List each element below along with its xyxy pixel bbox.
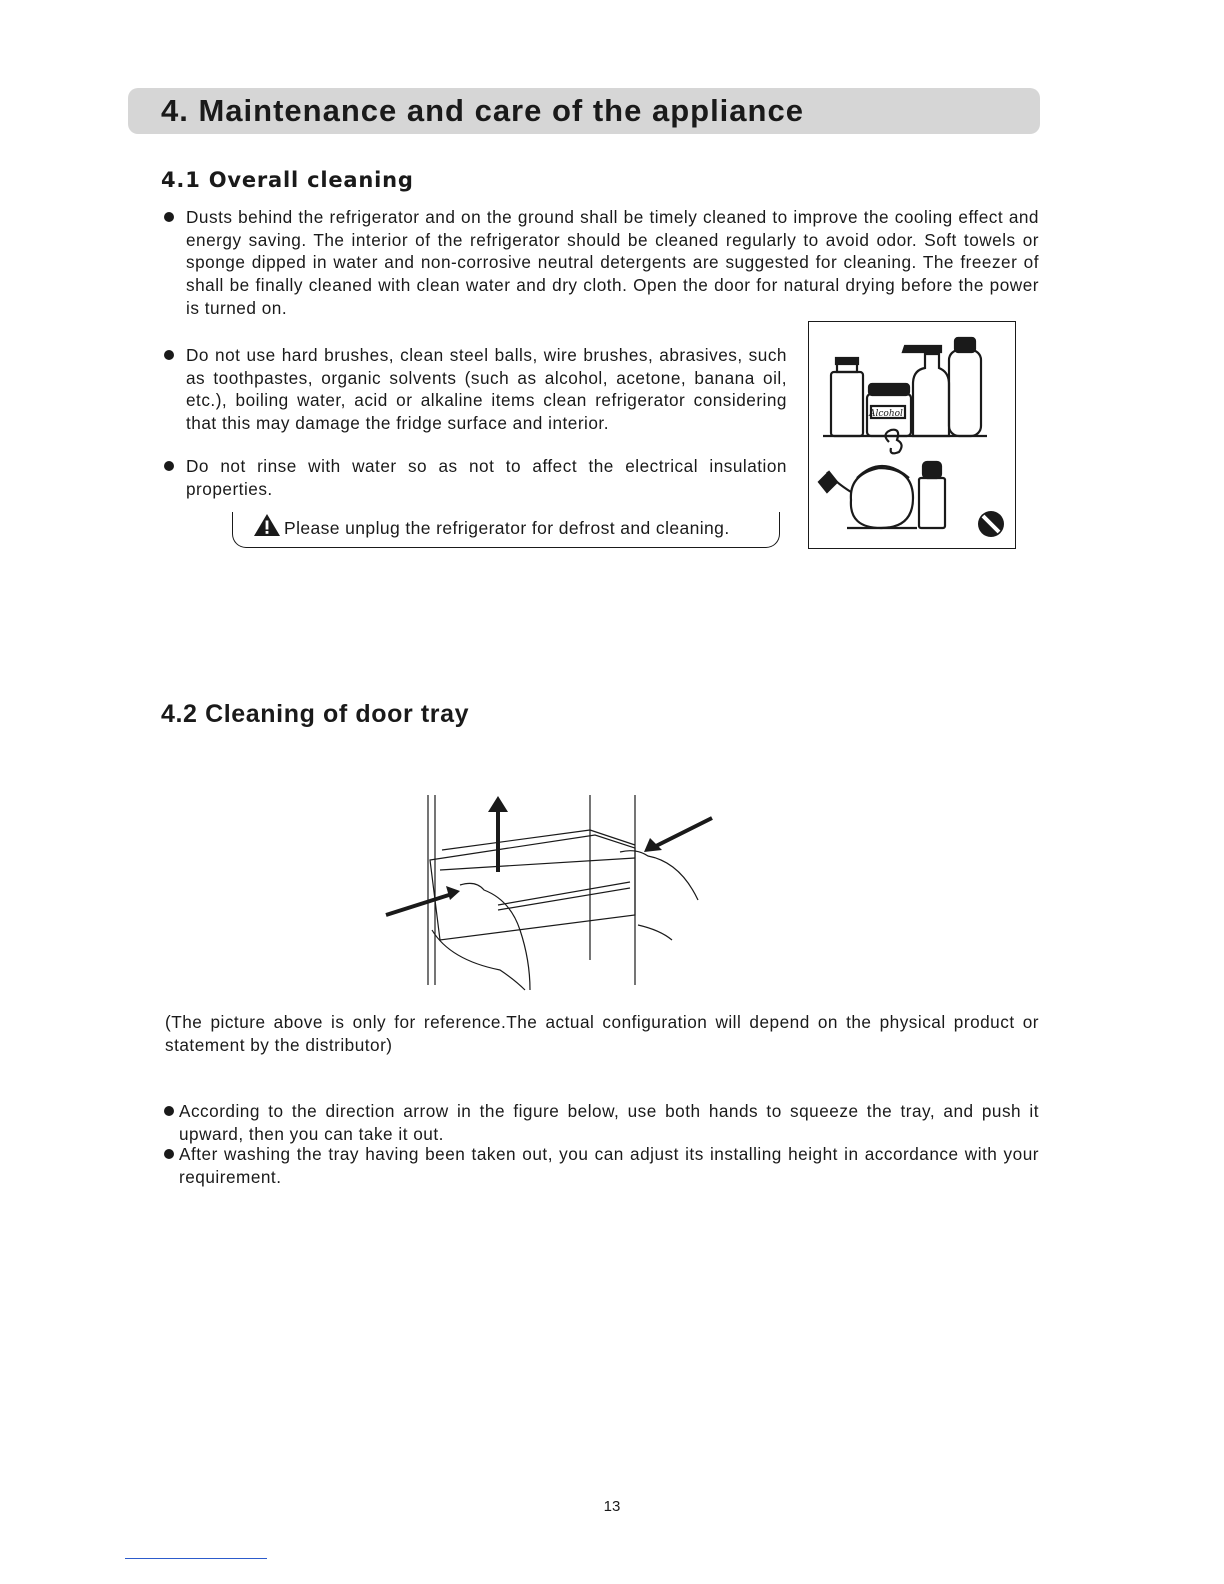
prohibited-icon (978, 511, 1004, 537)
bullet-text-no-rinse: Do not rinse with water so as not to affect the electrical insulation properties. (186, 456, 787, 499)
section-heading-overall-cleaning: 4.1 Overall cleaning (161, 168, 414, 192)
bullet-text-adjust-height: After washing the tray having been taken out, you can adjust its installing height in accordance with your requirement. (179, 1144, 1039, 1187)
banana-oil-bottle-icon (949, 350, 981, 436)
bullet-icon (164, 212, 174, 222)
tray-drawing (380, 790, 720, 995)
section-header-bar (128, 88, 1040, 134)
bullet-icon (164, 461, 174, 471)
cleaners-drawing (809, 322, 1015, 548)
reference-note: (The picture above is only for reference.The actual configuration will depend on the physical product or statement by the distributor) (165, 1012, 1039, 1055)
section-heading-door-tray: 4.2 Cleaning of door tray (161, 700, 470, 728)
footer-rule (125, 1558, 267, 1559)
door-tray-removal-illustration (380, 790, 720, 1000)
bullet-icon (164, 1106, 174, 1116)
page-title: 4. Maintenance and care of the appliance (161, 93, 804, 128)
spray-bottle-icon (913, 354, 949, 436)
bullet-text-no-hard-brushes: Do not use hard brushes, clean steel balls, wire brushes, abrasives, such as toothpastes, organic solvents (such as alcohol, acetone, banana oil, etc.), boiling water, acid or alkaline items clean refrigerator considering that this may damage the fridge surface and interior. (186, 345, 787, 434)
bullet-text-squeeze-tray: According to the direction arrow in the figure below, use both hands to squeeze the tray, and push it upward, then you can take it out. (179, 1101, 1039, 1144)
bullet-text-dust: Dusts behind the refrigerator and on the ground shall be timely cleaned to improve the cooling effect and energy saving. The interior of the refrigerator should be cleaned regularly to avoid odor. Soft towels or sponge dipped in water and non-corrosive neutral detergents are suggested for cleaning. The freezer of shall be finally cleaned with clean water and dry cloth. Open the door for natural drying before the power is turned on. (186, 207, 1039, 318)
kettle-icon (851, 468, 913, 528)
thermos-icon (919, 478, 945, 528)
page-number: 13 (603, 1498, 621, 1515)
steam-icon (885, 430, 901, 454)
warning-text: Please unplug the refrigerator for defrost and cleaning. (284, 518, 730, 538)
prohibited-cleaners-illustration (808, 321, 1016, 549)
bullet-icon (164, 1149, 174, 1159)
right-arrow-icon (386, 894, 452, 915)
warning-triangle-icon (253, 513, 281, 537)
alcohol-label: Alcohol (869, 409, 903, 419)
gas-bottle-icon (831, 372, 863, 436)
bullet-icon (164, 350, 174, 360)
left-arrow-icon (652, 818, 712, 848)
